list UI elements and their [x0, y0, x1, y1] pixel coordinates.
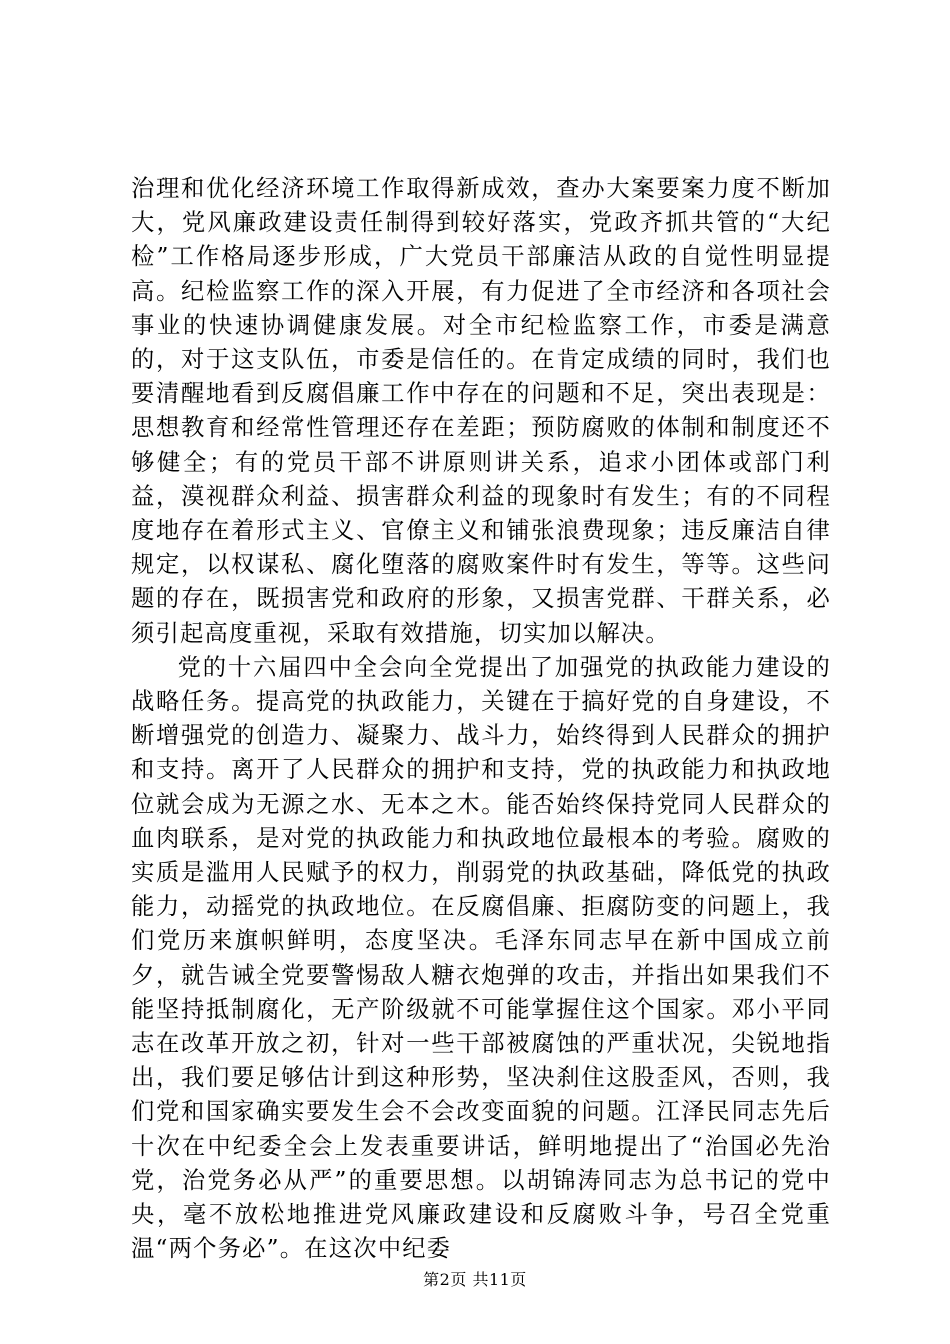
- page-number-footer: 第2页 共11页: [423, 1270, 527, 1289]
- paragraph-party-governance: 党的十六届四中全会向全党提出了加强党的执政能力建设的战略任务。提高党的执政能力，关键在于搞好党的自身建设，不断增强党的创造力、凝聚力、战斗力，始终得到人民群众的拥护和支持。离开了人民群众的拥护和支持，党的执政能力和执政地位就会成为无源之水、无本之木。能否始终保持党同人民群众的血肉联系，是对党的执政能力和执政地位最根本的考验。腐败的实质是滥用人民赋予的权力，削弱党的执政基础，降低党的执政能力，动摇党的执政地位。在反腐倡廉、拒腐防变的问题上，我们党历来旗帜鲜明，态度坚决。毛泽东同志早在新中国成立前夕，就告诫全党要警惕敌人糖衣炮弹的攻击，并指出如果我们不能坚持抵制腐化，无产阶级就不可能掌握住这个国家。邓小平同志在改革开放之初，针对一些干部被腐蚀的严重状况，尖锐地指出，我们要足够估计到这种形势，坚决刹住这股歪风，否则，我们党和国家确实要发生会不会改变面貌的问题。江泽民同志先后十次在中纪委全会上发表重要讲话，鲜明地提出了“治国必先治党，治党务必从严”的重要思想。以胡锦涛同志为总书记的党中央，毫不放松地推进党风廉政建设和反腐败斗争，号召全党重温“两个务必”。在这次中纪委: [131, 653, 831, 1263]
- paragraph-continuation: 治理和优化经济环境工作取得新成效，查办大案要案力度不断加大，党风廉政建设责任制得到较好落实，党政齐抓共管的“大纪检”工作格局逐步形成，广大党员干部廉洁从政的自觉性明显提高。纪检监察工作的深入开展，有力促进了全市经济和各项社会事业的快速协调健康发展。对全市纪检监察工作，市委是满意的，对于这支队伍，市委是信任的。在肯定成绩的同时，我们也要清醒地看到反腐倡廉工作中存在的问题和不足，突出表现是：思想教育和经常性管理还存在差距；预防腐败的体制和制度还不够健全；有的党员干部不讲原则讲关系，追求小团体或部门利益，漠视群众利益、损害群众利益的现象时有发生；有的不同程度地存在着形式主义、官僚主义和铺张浪费现象；违反廉洁自律规定，以权谋私、腐化堕落的腐败案件时有发生，等等。这些问题的存在，既损害党和政府的形象，又损害党群、干群关系，必须引起高度重视，采取有效措施，切实加以解决。: [131, 175, 831, 647]
- document-body: [131, 172, 831, 1267]
